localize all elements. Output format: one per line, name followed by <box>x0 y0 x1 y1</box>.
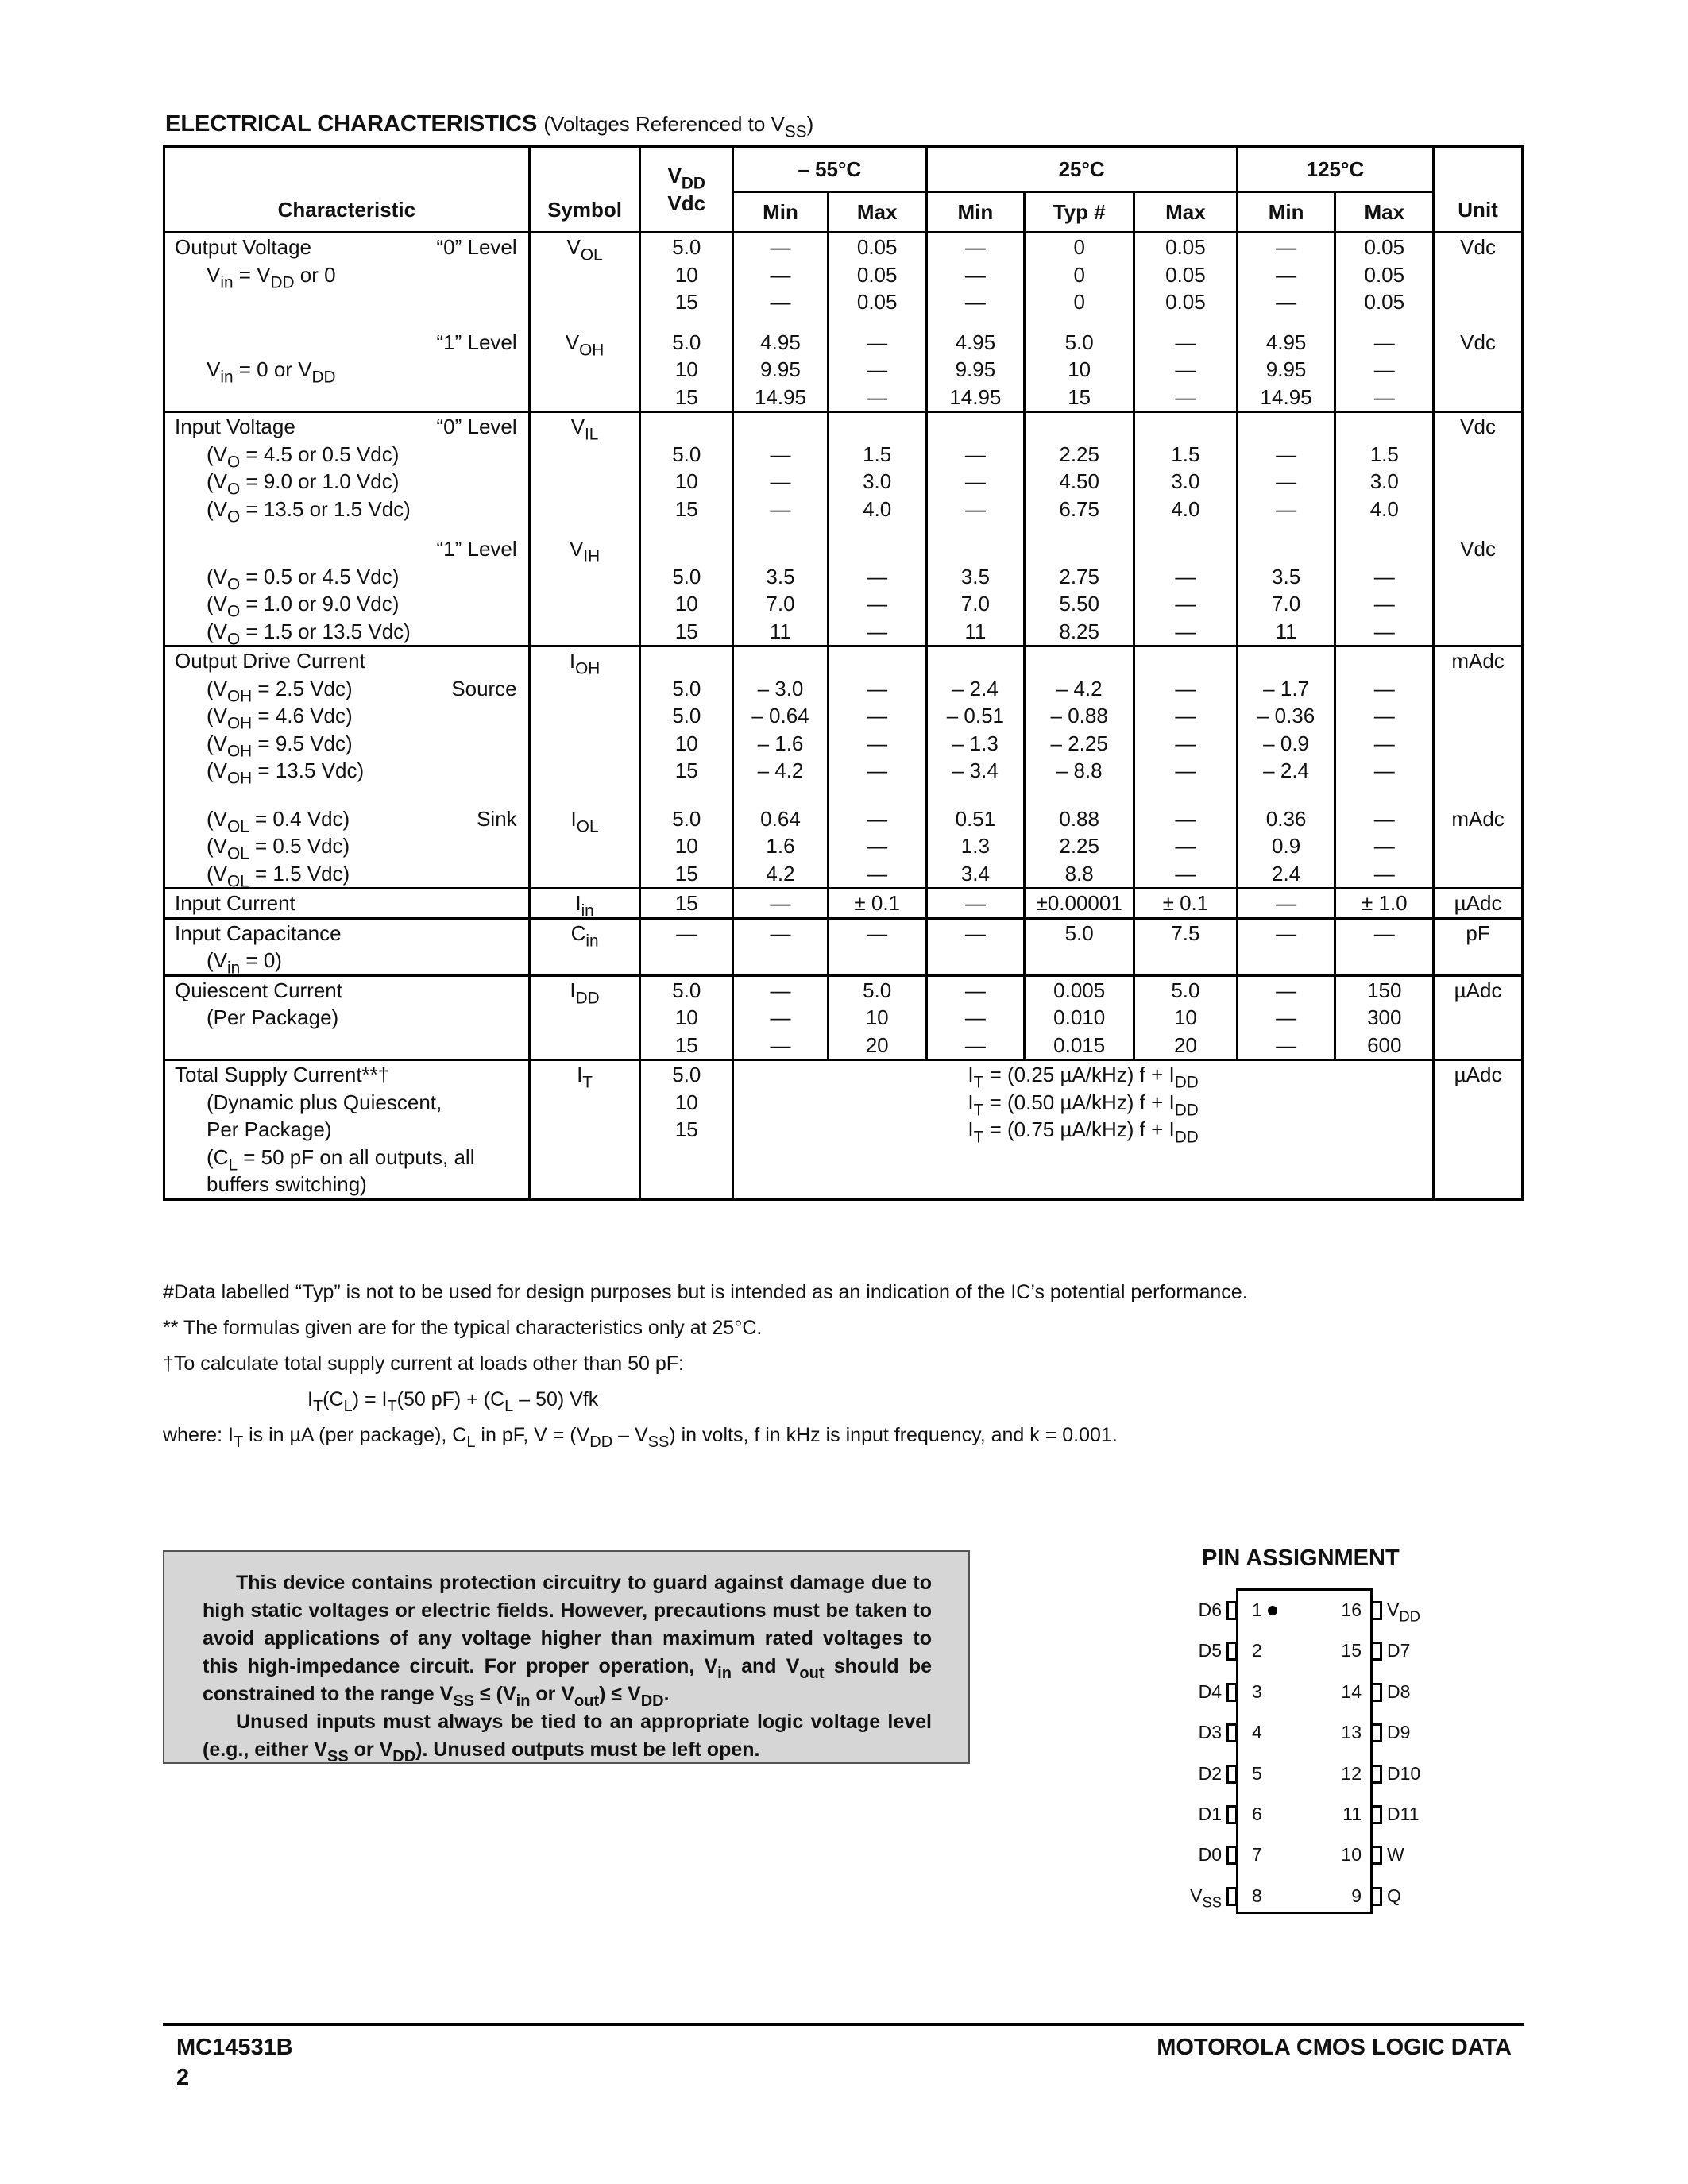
pin-10-lead <box>1371 1846 1382 1865</box>
pin-9-number: 9 <box>1351 1885 1362 1906</box>
electrical-characteristics-table <box>163 145 1524 1201</box>
pin-15-lead <box>1371 1642 1382 1661</box>
pin-5-label: D2 <box>1198 1762 1222 1784</box>
footer-rule <box>163 2023 1524 2026</box>
page-title <box>165 111 814 141</box>
footer-page-number: 2 <box>176 2065 190 2090</box>
table-row-input-current: Input Current $I_{in}$ 15 — ± 0.1 — ±0.00001 ± 0.1 — ± 1.0 µAdc <box>164 889 1523 919</box>
pin-8-label: $V_{SS}$ <box>1190 1885 1222 1911</box>
pin-7-lead <box>1226 1846 1238 1865</box>
pin-4-lead <box>1226 1723 1238 1742</box>
warning-paragraph-2: Unused inputs must always be tied to an appropriate logic voltage level (e.g., either $V_{SS}$ or $V_{DD}$). Unused outputs must be left open. <box>203 1711 932 1765</box>
cell-characteristic: Output Voltage “0” Level $V_{in} = V_{DD}$ or 0 “1” Level $V_{in} = 0$ or $V_{DD}$ <box>164 233 530 412</box>
pin-6-number: 6 <box>1252 1804 1262 1824</box>
pin-11-number: 11 <box>1342 1804 1362 1824</box>
pin-15-label: D7 <box>1387 1640 1411 1661</box>
table-row-input-capacitance: Input Capacitance $(V_{in} = 0)$ $C_{in}$ — — — — 5.0 7.5 — — pF <box>164 918 1523 975</box>
footnote-total-supply: †To calculate total supply current at loads other than 50 pF: <box>163 1352 684 1375</box>
header-min: Min <box>733 192 829 233</box>
pin-2-label: D5 <box>1198 1640 1222 1661</box>
pin-7-number: 7 <box>1252 1844 1262 1866</box>
pin-4-number: 4 <box>1252 1722 1262 1743</box>
pin-1-label: D6 <box>1198 1599 1222 1620</box>
pin-14-number: 14 <box>1341 1680 1362 1702</box>
header-temp-minus55: – 55°C <box>733 147 926 192</box>
total-supply-formulas: $I_T = (0.25$ µA/kHz) $f + I_{DD}$ $I_T = (0.50$ µA/kHz) $f + I_{DD}$ $I_T = (0.75$ µA/kHz) $f + I_{DD}$ <box>733 1060 1434 1200</box>
footnote-typ: #Data labelled “Typ” is not to be used for design purposes but is intended as an indication of the IC’s potential performance. <box>163 1281 1248 1303</box>
header-max: Max <box>1335 192 1434 233</box>
pin-1-indicator-dot <box>1268 1606 1277 1615</box>
pin-1-number: 1 <box>1252 1599 1262 1620</box>
footnotes <box>163 1275 1248 1453</box>
pin-2-number: 2 <box>1252 1640 1262 1661</box>
title-text: ELECTRICAL CHARACTERISTICS <box>165 111 538 137</box>
pin-15-number: 15 <box>1341 1640 1362 1661</box>
header-temp-25: 25°C <box>926 147 1237 192</box>
pin-10-label: W <box>1387 1844 1404 1866</box>
title-subtitle: (Voltages Referenced to $V_{SS}$) <box>543 112 814 141</box>
pin-12-label: D10 <box>1387 1762 1421 1784</box>
pin-10-number: 10 <box>1341 1844 1362 1866</box>
pin-13-label: D9 <box>1387 1722 1411 1743</box>
table-row-quiescent-current: Quiescent Current (Per Package) $I_{DD}$ 5.0 10 15 — — — 5.0 10 20 — — — 0.005 0.010 0.015 5.0 10 20 — — — 150 300 600 µAdc <box>164 975 1523 1060</box>
cell-symbol: $V_{OL}$ $V_{OH}$ <box>529 233 640 412</box>
table-row-output-voltage: Output Voltage “0” Level $V_{in} = V_{DD}$ or 0 “1” Level $V_{in} = 0$ or $V_{DD}$ $V_{OL}$ $V_{OH}$ 5.0 10 15 5.0 10 15 — — — 4.95 9.95 14.95 0.05 0.05 0.05 — — — — — — 4.95 9.95 14.95 0 0 0 5.0 10 15 0.05 0.05 0.05 — — — — — — 4.95 9.95 14.95 0.05 0.05 0.05 — — — Vdc Vdc <box>164 233 1523 412</box>
footer-brand: MOTOROLA CMOS LOGIC DATA <box>1157 2035 1512 2060</box>
table-row-input-voltage: Input Voltage “0” Level ($V_O = 4.5$ or 0.5 Vdc) ($V_O = 9.0$ or 1.0 Vdc) ($V_O = 13.5$ or 1.5 Vdc) “1” Level ($V_O = 0.5$ or 4.5 Vdc) ($V_O = 1.0$ or 9.0 Vdc) ($V_O = 1.5$ or 13.5 Vdc) $V_{IL}$ $V_{IH}$ 5.0 10 15 5.0 10 15 — — — 3.5 7.0 11 1.5 3.0 4.0 — — — — — — 3.5 7.0 11 2.25 4.50 6.75 2.75 5.50 8.25 1.5 3.0 4.0 — — — — — — 3.5 7.0 11 1.5 3.0 4.0 — — — Vdc Vdc <box>164 412 1523 646</box>
header-temp-125: 125°C <box>1237 147 1433 192</box>
pin-1-lead <box>1226 1601 1238 1620</box>
pin-8-number: 8 <box>1252 1885 1262 1906</box>
pin-16-lead <box>1371 1601 1382 1620</box>
esd-warning-box <box>163 1550 970 1764</box>
pin-11-label: D11 <box>1387 1804 1420 1824</box>
header-characteristic: Characteristic <box>164 147 530 233</box>
header-typ: Typ # <box>1025 192 1134 233</box>
pin-13-number: 13 <box>1341 1722 1362 1743</box>
pin-11-lead <box>1371 1805 1382 1824</box>
header-max: Max <box>1134 192 1238 233</box>
header-min: Min <box>926 192 1025 233</box>
header-min: Min <box>1237 192 1335 233</box>
footer-part-number: MC14531B <box>176 2035 293 2060</box>
footnote-formulas: ** The formulas given are for the typical characteristics only at 25°C. <box>163 1317 763 1339</box>
table-row-total-supply-current: Total Supply Current**† (Dynamic plus Quiescent, Per Package) ($C_L = 50$ pF on all outputs, all buffers switching) $I_T$ 5.0 10 15 $I_T = (0.25$ µA/kHz) $f + I_{DD}$ $I_T = (0.50$ µA/kHz) $f + I_{DD}$ $I_T = (0.75$ µA/kHz) $f + I_{DD}$ µAdc <box>164 1060 1523 1200</box>
header-unit: Unit <box>1434 147 1523 233</box>
table-row-output-drive-current: Output Drive Current ($V_{OH} = 2.5$ Vdc) Source ($V_{OH} = 4.6$ Vdc) ($V_{OH} = 9.5$ Vdc) ($V_{OH} = 13.5$ Vdc) ($V_{OL} = 0.4$ Vdc) Sink ($V_{OL} = 0.5$ Vdc) ($V_{OL} = 1.5$ Vdc) $I_{OH}$ $I_{OL}$ 5.0 5.0 10 15 5.0 10 15 – 3.0 – 0.64 – 1.6 – 4.2 0.64 1.6 4.2 — — — — — — — – 2.4 – 0.51 – 1.3 – 3.4 0.51 1.3 3.4 – 4.2 – 0.88 – 2.25 – 8.8 0.88 2.25 8.8 — — — — — — — – 1.7 – 0.36 – 0.9 – 2.4 0.36 0.9 2.4 — — — — — — — mAdc mAdc <box>164 646 1523 889</box>
header-max: Max <box>828 192 926 233</box>
pin-3-number: 3 <box>1252 1680 1262 1702</box>
pin-16-number: 16 <box>1341 1599 1362 1620</box>
pin-13-lead <box>1371 1723 1382 1742</box>
pin-6-lead <box>1226 1805 1238 1824</box>
pin-9-label: Q <box>1387 1885 1401 1906</box>
pin-5-number: 5 <box>1252 1762 1262 1784</box>
pin-9-lead <box>1371 1887 1382 1906</box>
pin-2-lead <box>1226 1642 1238 1661</box>
pin-6-label: D1 <box>1198 1804 1222 1824</box>
pin-12-lead <box>1371 1765 1382 1784</box>
pin-5-lead <box>1226 1765 1238 1784</box>
pin-14-lead <box>1371 1683 1382 1702</box>
pin-assignment-title: PIN ASSIGNMENT <box>1202 1545 1400 1571</box>
footnote-equation: $I_T(C_L) = I_T(50$ $pF) + (C_L - 50)$ Vfk <box>307 1388 599 1415</box>
header-vdd: $V_{DD}$ Vdc <box>640 147 733 233</box>
pin-3-label: D4 <box>1198 1680 1222 1702</box>
pin-7-label: D0 <box>1198 1844 1222 1866</box>
pin-8-lead <box>1226 1887 1238 1906</box>
pin-12-number: 12 <box>1341 1762 1362 1784</box>
footnote-where: where: $I_T$ is in µA (per package), $C_L$ in pF, $V = (V_{DD} - V_{SS})$ in volts, f in kHz is input frequency, and k = 0.001. <box>163 1424 1118 1451</box>
header-symbol: Symbol <box>529 147 640 233</box>
pin-4-label: D3 <box>1198 1722 1222 1743</box>
warning-paragraph-1: This device contains protection circuitry to guard against damage due to high static voltages or electric fields. However, precautions must be taken to avoid applications of any voltage higher than maximum rated voltages to this high-impedance circuit. For proper operation, $V_{in}$ and $V_{out}$ should be constrained to the range $V_{SS} \le (V_{in}$ or $V_{out}) \le V_{DD}$. <box>203 1572 932 1710</box>
pin-3-lead <box>1226 1683 1238 1702</box>
pin-14-label: D8 <box>1387 1680 1411 1702</box>
pin-16-label: $V_{DD}$ <box>1387 1599 1420 1625</box>
